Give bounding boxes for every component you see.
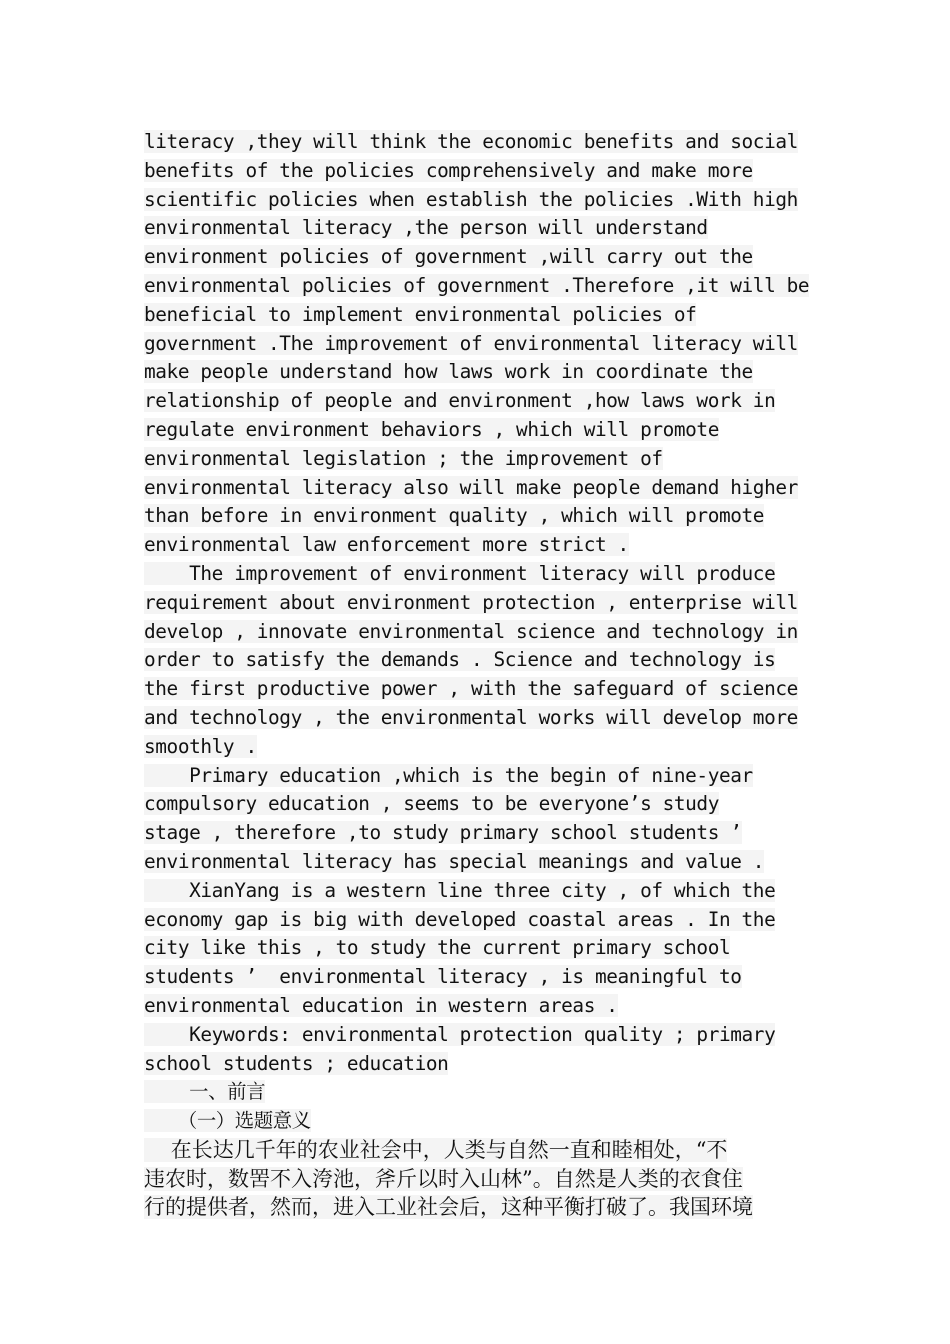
text-line-content: environmental law enforcement more strict . xyxy=(144,533,629,557)
text-line xyxy=(144,214,814,243)
text-line xyxy=(144,531,814,560)
text-line-content: 在长达几千年的农业社会中，人类与自然一直和睦相处，“不 xyxy=(144,1137,728,1162)
text-line-content: and technology , the environmental works will develop more xyxy=(144,705,798,729)
text-line-content: stage , therefore ,to study primary school students ’ xyxy=(144,821,742,845)
text-line xyxy=(144,358,814,387)
text-line xyxy=(144,1078,814,1107)
text-line xyxy=(144,502,814,531)
text-line-content: the first productive power , with the safeguard of science xyxy=(144,677,798,701)
text-line xyxy=(144,790,814,819)
text-line-content: benefits of the policies comprehensively and make more xyxy=(144,158,753,182)
text-line xyxy=(144,1021,814,1050)
text-line xyxy=(144,819,814,848)
text-line xyxy=(144,848,814,877)
text-line xyxy=(144,646,814,675)
text-line-content: regulate environment behaviors , which will promote xyxy=(144,417,719,441)
text-line xyxy=(144,675,814,704)
text-line xyxy=(144,1165,814,1194)
text-line xyxy=(144,243,814,272)
text-line-content: literacy ,they will think the economic benefits and social xyxy=(144,130,798,153)
text-line-content: make people understand how laws work in coordinate the xyxy=(144,360,753,384)
text-line xyxy=(144,906,814,935)
document-body xyxy=(144,128,814,1222)
text-line-content: Keywords: environmental protection quality ; primary xyxy=(144,1022,776,1046)
text-line xyxy=(144,992,814,1021)
text-line xyxy=(144,1107,814,1136)
text-line xyxy=(144,416,814,445)
text-line xyxy=(144,704,814,733)
text-line-content: XianYang is a western line three city , of which the xyxy=(144,878,776,902)
text-line xyxy=(144,1193,814,1222)
text-line-content: environmental education in western areas . xyxy=(144,993,618,1017)
text-line xyxy=(144,157,814,186)
text-line-content: than before in environment quality , which will promote xyxy=(144,504,765,528)
text-line-content: environmental policies of government .Therefore ,it will be xyxy=(144,273,810,297)
text-line xyxy=(144,445,814,474)
text-line xyxy=(144,272,814,301)
text-line xyxy=(144,762,814,791)
text-line-content: 行的提供者，然而，进入工业社会后，这种平衡打破了。我国环境 xyxy=(144,1195,753,1220)
text-line-content: scientific policies when establish the policies .With high xyxy=(144,187,798,211)
text-line xyxy=(144,128,814,157)
text-line-content: smoothly . xyxy=(144,734,257,758)
text-line xyxy=(144,186,814,215)
text-line-content: The improvement of environment literacy will produce xyxy=(144,561,776,585)
text-line-content: city like this , to study the current primary school xyxy=(144,936,731,960)
text-line xyxy=(144,301,814,330)
text-line-content: environmental literacy also will make people demand higher xyxy=(144,475,798,499)
text-line-content: 一、前言 xyxy=(144,1080,266,1104)
text-line-content: Primary education ,which is the begin of nine-year xyxy=(144,763,753,787)
text-line-content: environmental literacy ,the person will understand xyxy=(144,216,708,240)
text-line xyxy=(144,330,814,359)
text-line-content: order to satisfy the demands . Science and technology is xyxy=(144,648,776,672)
text-line-content: compulsory education , seems to be everyone’s study xyxy=(144,792,719,816)
text-line xyxy=(144,934,814,963)
text-line-content: beneficial to implement environmental policies of xyxy=(144,302,697,326)
text-line-content: environmental literacy has special meanings and value . xyxy=(144,849,765,873)
text-line-content: relationship of people and environment ,how laws work in xyxy=(144,389,776,413)
text-line-content: environmental legislation ; the improvement of xyxy=(144,446,663,470)
text-line-content: economy gap is big with developed coastal areas . In the xyxy=(144,907,776,931)
text-line xyxy=(144,560,814,589)
text-line xyxy=(144,474,814,503)
text-line-content: requirement about environment protection , enterprise will xyxy=(144,590,798,614)
text-line-content: environment policies of government ,will carry out the xyxy=(144,245,753,269)
text-line xyxy=(144,1050,814,1079)
text-line xyxy=(144,963,814,992)
text-line-content: develop , innovate environmental science and technology in xyxy=(144,619,798,643)
text-line-content: government .The improvement of environmental literacy will xyxy=(144,331,798,355)
text-line xyxy=(144,733,814,762)
text-line xyxy=(144,877,814,906)
text-line-content: students ’ environmental literacy , is meaningful to xyxy=(144,965,742,989)
text-line-content: school students ; education xyxy=(144,1051,449,1075)
text-line xyxy=(144,1136,814,1165)
text-line-content: 违农时，数罟不入洿池，斧斤以时入山林”。自然是人类的衣食住 xyxy=(144,1166,743,1191)
text-line-content: （一）选题意义 xyxy=(144,1109,311,1133)
text-line xyxy=(144,387,814,416)
text-line xyxy=(144,618,814,647)
text-line xyxy=(144,589,814,618)
